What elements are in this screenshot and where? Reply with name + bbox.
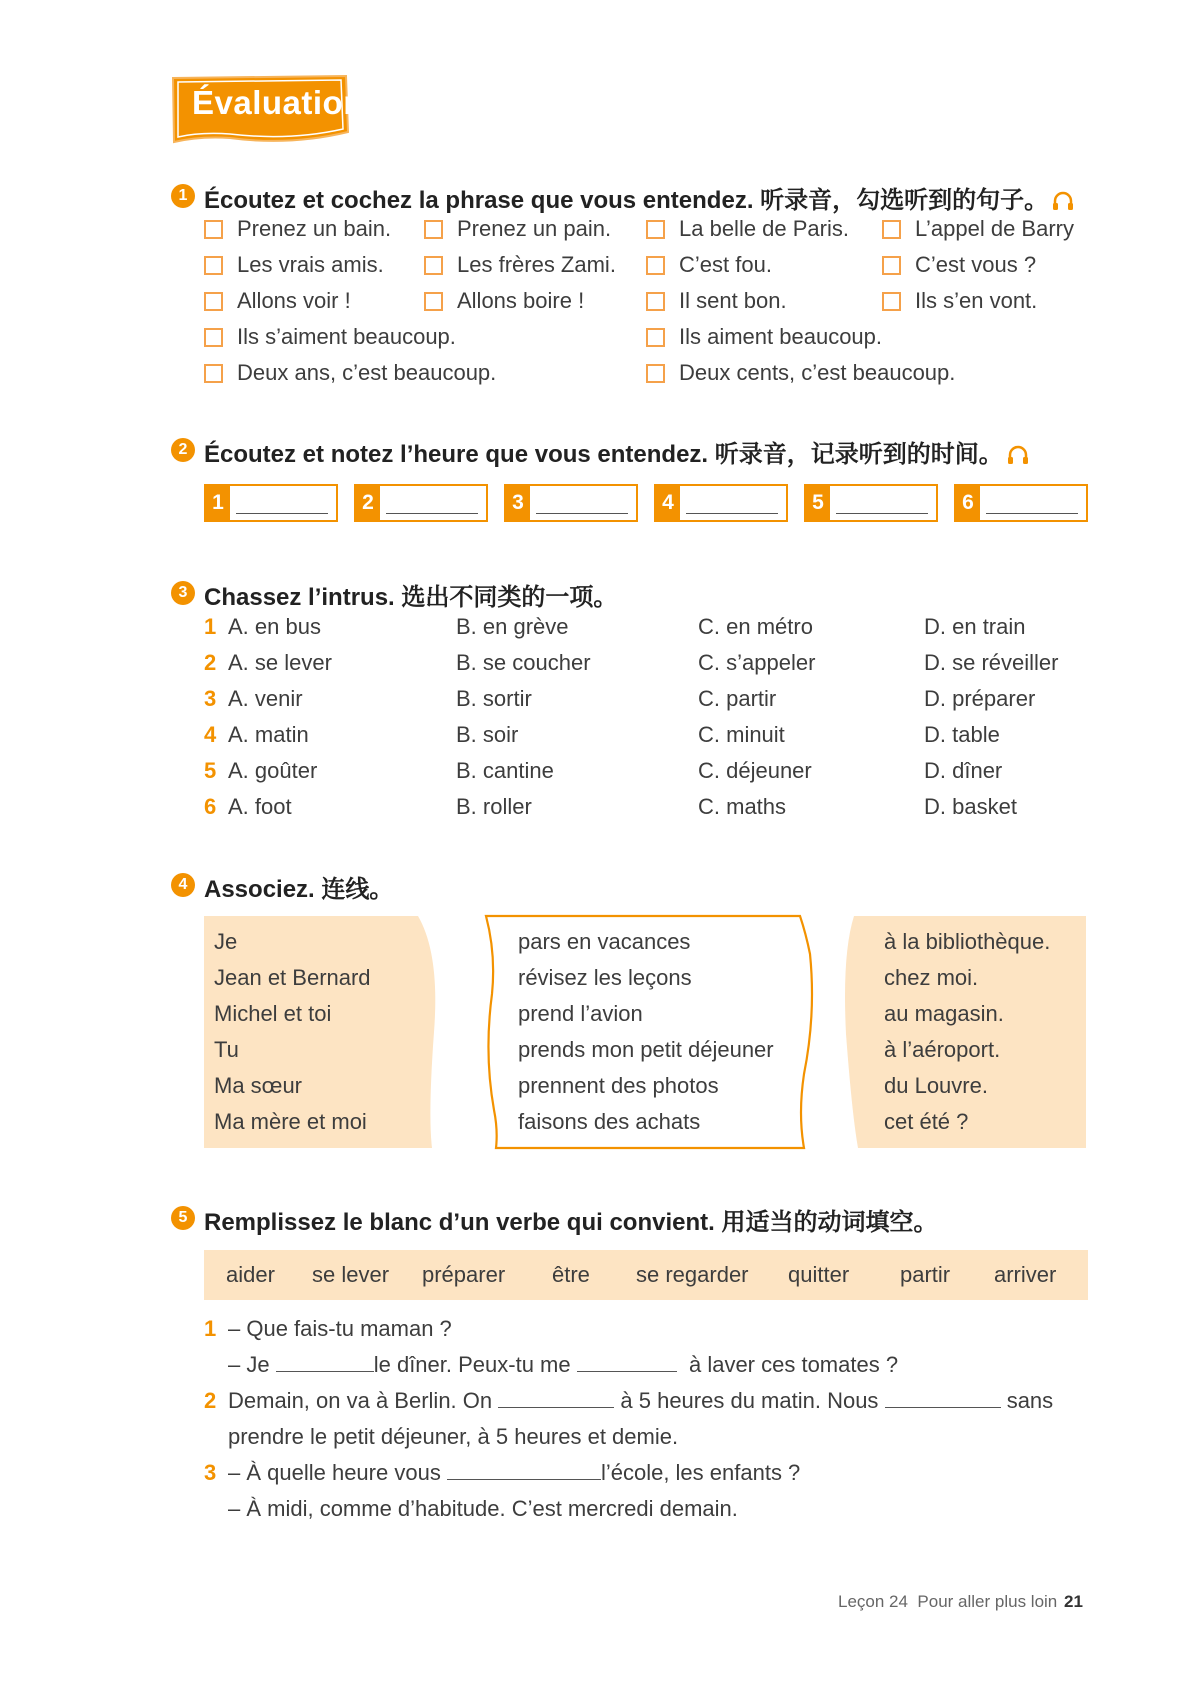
blank-field[interactable] [885, 1389, 1001, 1408]
checkbox[interactable] [204, 364, 223, 383]
option-il-sent-bon[interactable] [646, 288, 787, 314]
choice-c[interactable]: C. maths [698, 794, 787, 819]
choice-d[interactable]: D. table [924, 722, 1000, 747]
option-label: L’appel de Barry [915, 216, 1074, 241]
choice-b[interactable]: B. cantine [456, 758, 554, 783]
verb-item[interactable]: prends mon petit déjeuner [518, 1037, 774, 1062]
time-answer-box[interactable] [804, 484, 938, 522]
exercise-1-title [204, 180, 1074, 215]
choice-d[interactable]: D. basket [924, 794, 1017, 819]
option-ils-aiment-beaucoup[interactable] [646, 324, 882, 350]
complement-item[interactable]: chez moi. [884, 965, 979, 990]
verb-item[interactable]: prend l’avion [518, 1001, 643, 1026]
intrus-row-4 [204, 722, 216, 748]
sentence-text: Demain, on va à Berlin. On [228, 1388, 493, 1413]
exercise-1-number: 1 [171, 184, 195, 208]
intrus-row-5 [204, 758, 216, 784]
word-bank-item: arriver [994, 1262, 1057, 1287]
word-bank-item: partir [900, 1262, 951, 1287]
exercise-3-number: 3 [171, 581, 195, 605]
checkbox[interactable] [424, 292, 443, 311]
blank-field[interactable] [276, 1353, 374, 1372]
sentence-3-text [228, 1460, 800, 1486]
sentence-1-line-2 [228, 1352, 898, 1378]
evaluation-banner [170, 74, 364, 148]
choice-d[interactable]: D. en train [924, 614, 1026, 639]
exercise-5-number: 5 [171, 1206, 195, 1230]
sentence-text: – À quelle heure vous [228, 1460, 441, 1485]
subject-item[interactable]: Tu [214, 1037, 239, 1062]
intrus-row-3 [204, 686, 216, 712]
exercise-2-title [204, 434, 1029, 469]
subject-item[interactable]: Je [214, 929, 238, 954]
sentence-number: 3 [204, 1460, 217, 1485]
verb-item[interactable]: faisons des achats [518, 1109, 701, 1134]
option-allons-boire[interactable] [424, 288, 584, 314]
sentence-3-line-1 [204, 1460, 216, 1486]
choice-c[interactable]: C. partir [698, 686, 777, 711]
option-les-vrais-amis[interactable] [204, 252, 384, 278]
option-label: Les vrais amis. [237, 252, 384, 277]
option-label: Ils s’aiment beaucoup. [237, 324, 456, 349]
checkbox[interactable] [646, 220, 665, 239]
blank-field[interactable] [447, 1461, 601, 1480]
subject-item[interactable]: Ma mère et moi [214, 1109, 367, 1134]
row-number: 4 [204, 722, 217, 747]
sentence-text: à 5 heures du matin. Nous [620, 1388, 879, 1413]
choice-b[interactable]: B. en grève [456, 614, 569, 639]
exercise-4-number: 4 [171, 873, 195, 897]
subject-column [214, 924, 371, 1140]
option-label: Ils aiment beaucoup. [679, 324, 883, 349]
checkbox[interactable] [646, 256, 665, 275]
option-cest-fou[interactable] [646, 252, 772, 278]
sentence-number: 1 [204, 1316, 217, 1341]
checkbox[interactable] [424, 220, 443, 239]
complement-item[interactable]: cet été ? [884, 1109, 969, 1134]
choice-d[interactable]: D. dîner [924, 758, 1003, 783]
verb-item[interactable]: pars en vacances [518, 929, 691, 954]
sentence-2-line-1 [204, 1388, 216, 1414]
choice-b[interactable]: B. soir [456, 722, 519, 747]
option-deux-cents[interactable] [646, 360, 955, 386]
choice-d[interactable]: D. se réveiller [924, 650, 1059, 675]
option-label: C’est vous ? [915, 252, 1037, 277]
word-bank [204, 1250, 1088, 1300]
subject-item[interactable]: Jean et Bernard [214, 965, 371, 990]
word-bank-item: quitter [788, 1262, 850, 1287]
intrus-row-1 [204, 614, 216, 640]
checkbox[interactable] [424, 256, 443, 275]
checkbox[interactable] [204, 328, 223, 347]
option-label: Prenez un pain. [457, 216, 612, 241]
option-label: Ils s’en vont. [915, 288, 1038, 313]
option-ils-sen-vont[interactable] [882, 288, 1037, 314]
sentence-text: l’école, les enfants ? [600, 1460, 801, 1485]
time-box-number: 1 [206, 486, 230, 520]
checkbox[interactable] [204, 220, 223, 239]
sentence-1-line-1 [204, 1316, 216, 1342]
choice-a[interactable]: A. goûter [228, 758, 318, 783]
blank-field[interactable] [498, 1389, 614, 1408]
sentence-text: prendre le petit déjeuner, à 5 heures et demie. [228, 1424, 679, 1449]
exercise-3-title: Chassez l’intrus. 选出不同类的一项。 [204, 584, 618, 611]
complement-item[interactable]: au magasin. [884, 1001, 1004, 1026]
choice-a[interactable]: A. foot [228, 794, 292, 819]
option-les-freres-zami[interactable] [424, 252, 616, 278]
checkbox[interactable] [204, 256, 223, 275]
word-bank-item: se lever [312, 1262, 390, 1287]
word-bank-item: préparer [422, 1262, 506, 1287]
sentence-text: – Je [228, 1352, 270, 1377]
intrus-row-2 [204, 650, 216, 676]
sentence-text: sans [1006, 1388, 1054, 1413]
choice-c[interactable]: C. s’appeler [698, 650, 816, 675]
option-deux-ans[interactable] [204, 360, 496, 386]
answer-line [386, 513, 478, 514]
row-number: 3 [204, 686, 217, 711]
choice-c[interactable]: C. minuit [698, 722, 785, 747]
headphone-icon[interactable] [1052, 191, 1074, 211]
option-label: Deux cents, c’est beaucoup. [679, 360, 956, 385]
row-number: 1 [204, 614, 217, 639]
answer-line [236, 513, 328, 514]
time-answer-box[interactable] [204, 484, 338, 522]
word-bank-item: se regarder [636, 1262, 749, 1287]
choice-b[interactable]: B. roller [456, 794, 532, 819]
option-label: C’est fou. [679, 252, 772, 277]
exercise-2-title-text: Écoutez et notez l’heure que vous entendez. 听录音，记录听到的时间。 [204, 441, 1003, 468]
time-box-number: 5 [806, 486, 830, 520]
option-label: Les frères Zami. [457, 252, 616, 277]
answer-line [986, 513, 1078, 514]
exercise-2-number: 2 [171, 438, 195, 462]
choice-a[interactable]: A. matin [228, 722, 309, 747]
row-number: 6 [204, 794, 217, 819]
verb-item[interactable]: prennent des photos [518, 1073, 719, 1098]
subject-item[interactable]: Ma sœur [214, 1073, 302, 1098]
answer-line [836, 513, 928, 514]
checkbox[interactable] [646, 292, 665, 311]
blank-field[interactable] [577, 1353, 677, 1372]
checkbox[interactable] [646, 328, 665, 347]
checkbox[interactable] [646, 364, 665, 383]
banner-title: Évaluation [192, 84, 364, 121]
checkbox[interactable] [882, 220, 901, 239]
intrus-row-6 [204, 794, 216, 820]
option-cest-vous[interactable] [882, 252, 1036, 278]
sentence-text: à laver ces tomates ? [688, 1352, 899, 1377]
choice-a[interactable]: A. se lever [228, 650, 332, 675]
answer-line [686, 513, 778, 514]
option-lappel-de-barry[interactable] [882, 216, 1074, 242]
page-number: 21 [1064, 1592, 1083, 1611]
word-bank-item: être [552, 1262, 590, 1287]
checkbox[interactable] [204, 292, 223, 311]
option-label: Allons boire ! [457, 288, 585, 313]
sentence-text: – Que fais-tu maman ? [228, 1316, 452, 1341]
time-box-number: 2 [356, 486, 380, 520]
choice-b[interactable]: B. se coucher [456, 650, 591, 675]
option-label: Allons voir ! [237, 288, 351, 313]
sentence-text: le dîner. Peux-tu me [373, 1352, 571, 1377]
sentence-number: 2 [204, 1388, 217, 1413]
row-number: 2 [204, 650, 217, 675]
checkbox[interactable] [882, 292, 901, 311]
sentence-2-text [228, 1388, 1088, 1414]
answer-line [536, 513, 628, 514]
option-prenez-un-bain[interactable] [204, 216, 391, 242]
choice-c[interactable]: C. déjeuner [698, 758, 812, 783]
time-box-number: 3 [506, 486, 530, 520]
time-answer-box[interactable] [954, 484, 1088, 522]
time-box-number: 6 [956, 486, 980, 520]
row-number: 5 [204, 758, 217, 783]
choice-d[interactable]: D. préparer [924, 686, 1036, 711]
verb-item[interactable]: révisez les leçons [518, 965, 692, 990]
choice-a[interactable]: A. venir [228, 686, 303, 711]
headphone-icon[interactable] [1007, 445, 1029, 465]
footer-section: Pour aller plus loin [917, 1592, 1058, 1611]
option-ils-saiment-beaucoup[interactable] [204, 324, 456, 350]
option-allons-voir[interactable] [204, 288, 351, 314]
time-answer-box[interactable] [504, 484, 638, 522]
option-prenez-un-pain[interactable] [424, 216, 611, 242]
sentence-text: – À midi, comme d’habitude. C’est mercredi demain. [228, 1496, 738, 1521]
subject-item[interactable]: Michel et toi [214, 1001, 332, 1026]
time-answer-box[interactable] [654, 484, 788, 522]
complement-item[interactable]: du Louvre. [884, 1073, 988, 1098]
choice-c[interactable]: C. en métro [698, 614, 813, 639]
option-label: Prenez un bain. [237, 216, 392, 241]
complement-column [884, 924, 1050, 1140]
complement-item[interactable]: à la bibliothèque. [884, 929, 1051, 954]
footer-lesson [838, 1592, 1057, 1612]
option-label: Il sent bon. [679, 288, 787, 313]
word-bank-item: aider [226, 1262, 275, 1287]
time-box-number: 4 [656, 486, 680, 520]
checkbox[interactable] [882, 256, 901, 275]
footer-lesson-label: Leçon 24 [838, 1592, 908, 1611]
time-answer-box[interactable] [354, 484, 488, 522]
complement-item[interactable]: à l’aéroport. [884, 1037, 1001, 1062]
choice-b[interactable]: B. sortir [456, 686, 532, 711]
choice-a[interactable]: A. en bus [228, 614, 321, 639]
exercise-5-title: Remplissez le blanc d’un verbe qui convient. 用适当的动词填空。 [204, 1209, 938, 1236]
exercise-4-title: Associez. 连线。 [204, 876, 394, 903]
option-label: Deux ans, c’est beaucoup. [237, 360, 497, 385]
exercise-1-title-text: Écoutez et cochez la phrase que vous entendez. 听录音，勾选听到的句子。 [204, 187, 1049, 214]
verb-column [518, 924, 774, 1140]
option-la-belle-de-paris[interactable] [646, 216, 849, 242]
option-label: La belle de Paris. [679, 216, 849, 241]
